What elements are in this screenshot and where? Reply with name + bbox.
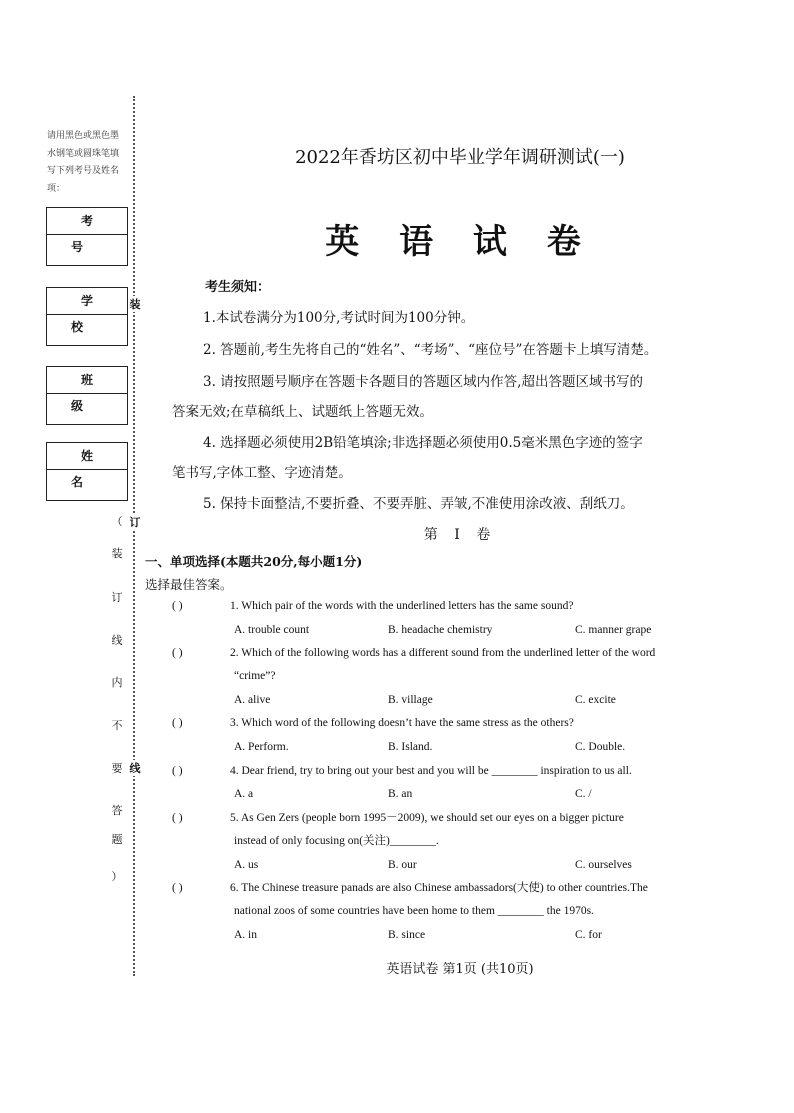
notice-item: 2. 答题前,考生先将自己的“姓名”、“考场”、“座位号”在答题卡上填写清楚。 <box>203 342 658 358</box>
exam-number-label: 考 号 <box>47 208 127 235</box>
page-footer: 英语试卷 第1页 (共10页) <box>386 962 534 977</box>
part-heading: 第 Ⅰ 卷 <box>423 527 497 543</box>
answer-blank[interactable]: ( ) <box>172 765 183 777</box>
cut-label-xian: 线 <box>129 762 141 775</box>
question-text: Dear friend, try to bring out your best and you will be ________ inspiration to us all. <box>241 765 632 777</box>
notice-item: 3. 请按照题号顺序在答题卡各题目的答题区域内作答,超出答题区域书写的 <box>203 374 643 390</box>
question-number: 4. <box>230 765 239 777</box>
option-c[interactable]: C. manner grape <box>575 624 652 636</box>
option-c[interactable]: C. excite <box>575 694 616 706</box>
option-b[interactable]: B. our <box>388 859 417 871</box>
option-c[interactable]: C. ourselves <box>575 859 632 871</box>
inner-char: 要 <box>111 762 123 775</box>
question-text-cont: “crime”? <box>234 670 276 682</box>
question-1 <box>172 595 722 618</box>
option-a[interactable]: A. Perform. <box>234 741 289 753</box>
option-b[interactable]: B. village <box>388 694 433 706</box>
question-text: The Chinese treasure panads are also Chinese ambassadors(大使) to other countries.The <box>241 882 648 894</box>
option-b[interactable]: B. since <box>388 929 426 941</box>
school-box <box>46 287 128 346</box>
exam-number-box <box>46 207 128 266</box>
option-b[interactable]: B. headache chemistry <box>388 624 493 636</box>
question-number: 5. <box>230 812 239 824</box>
option-a[interactable]: A. in <box>234 929 257 941</box>
notice-item: 答案无效;在草稿纸上、试题纸上答题无效。 <box>172 404 434 420</box>
notice-item: 5. 保持卡面整洁,不要折叠、不要弄脏、弄皱,不准使用涂改液、刮纸刀。 <box>203 496 634 512</box>
question-5 <box>172 807 722 830</box>
school-label: 学 校 <box>47 288 127 315</box>
option-c[interactable]: C. / <box>575 788 592 800</box>
question-number: 3. <box>230 717 239 729</box>
exam-subject: 英 语 试 卷 <box>325 222 595 262</box>
cut-label-ding: 订 <box>129 516 141 529</box>
answer-blank[interactable]: ( ) <box>172 600 183 612</box>
question-3 <box>172 712 722 735</box>
answer-blank[interactable]: ( ) <box>172 812 183 824</box>
notice-item: 4. 选择题必须使用2B铅笔填涂;非选择题必须使用0.5毫米黑色字迹的签字 <box>203 435 643 451</box>
question-2 <box>172 642 722 665</box>
notice-item: 笔书写,字体工整、字迹清楚。 <box>172 465 352 481</box>
question-number: 6. <box>230 882 239 894</box>
question-number: 2. <box>230 647 239 659</box>
class-label: 班 级 <box>47 367 127 394</box>
inner-char: 题 <box>111 833 123 846</box>
inner-char: ） <box>111 870 123 883</box>
answer-blank[interactable]: ( ) <box>172 647 183 659</box>
question-number: 1. <box>230 600 239 612</box>
option-a[interactable]: A. us <box>234 859 259 871</box>
exam-title: 2022年香坊区初中毕业学年调研测试(一) <box>295 147 625 168</box>
inner-char: 线 <box>111 634 123 647</box>
inner-char: 答 <box>111 804 123 817</box>
option-a[interactable]: A. trouble count <box>234 624 310 636</box>
section-instruction: 选择最佳答案。 <box>145 577 233 592</box>
inner-char: （ <box>111 515 123 528</box>
class-box <box>46 366 128 425</box>
option-a[interactable]: A. a <box>234 788 254 800</box>
section-heading: 一、单项选择(本题共20分,每小题1分) <box>145 554 363 569</box>
option-b[interactable]: B. Island. <box>388 741 433 753</box>
option-b[interactable]: B. an <box>388 788 413 800</box>
inner-char: 内 <box>111 676 123 689</box>
answer-blank[interactable]: ( ) <box>172 882 183 894</box>
option-a[interactable]: A. alive <box>234 694 271 706</box>
name-box <box>46 442 128 501</box>
name-label: 姓 名 <box>47 443 127 470</box>
notice-heading: 考生须知： <box>205 280 271 295</box>
inner-char: 不 <box>111 719 123 732</box>
answer-blank[interactable]: ( ) <box>172 717 183 729</box>
question-4 <box>172 760 722 783</box>
inner-char: 装 <box>111 547 123 560</box>
option-c[interactable]: C. Double. <box>575 741 626 753</box>
question-6 <box>172 877 722 900</box>
inner-char: 订 <box>111 591 123 604</box>
question-text: Which word of the following doesn’t have the same stress as the others? <box>241 717 574 729</box>
binding-cut-line <box>133 96 135 976</box>
notice-item: 1.本试卷满分为100分,考试时间为100分钟。 <box>203 310 475 326</box>
sidebar-instruction: 请用黑色或黑色墨水钢笔或圆珠笔填写下列考号及姓名项： <box>47 131 120 194</box>
question-text-cont: instead of only focusing on(关注)________. <box>234 835 439 847</box>
option-c[interactable]: C. for <box>575 929 602 941</box>
question-text: Which pair of the words with the underlined letters has the same sound? <box>241 600 574 612</box>
question-text: Which of the following words has a different sound from the underlined letter of the word <box>241 647 656 659</box>
question-text-cont: national zoos of some countries have been home to them ________ the 1970s. <box>234 905 594 917</box>
question-text: As Gen Zers (people born 1995－2009), we should set our eyes on a bigger picture <box>240 812 624 824</box>
cut-label-zhuang: 装 <box>129 298 141 311</box>
